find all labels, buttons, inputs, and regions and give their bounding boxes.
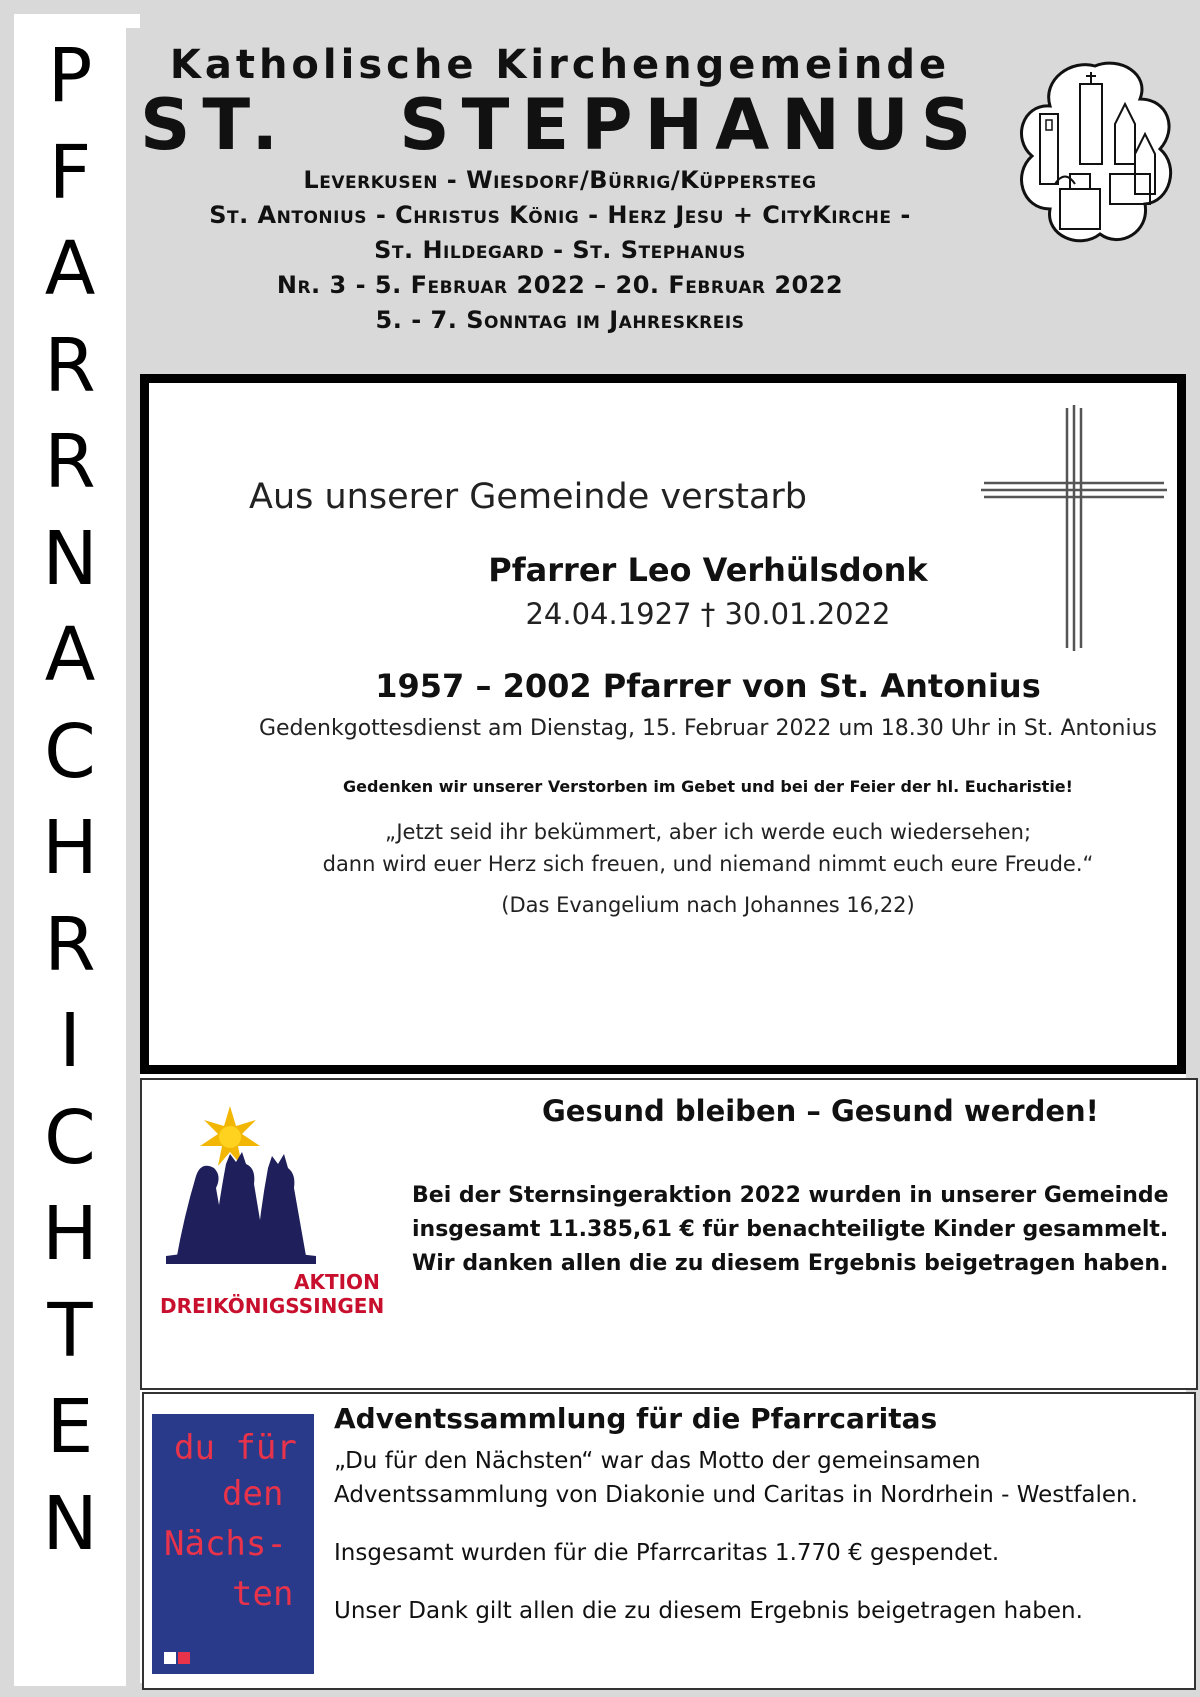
sternsinger-box	[140, 1078, 1198, 1390]
deceased-name: Pfarrer Leo Verhülsdonk	[488, 551, 928, 589]
sidebar-letter: A	[44, 612, 96, 698]
du-fuer-den-naechsten-poster	[152, 1414, 314, 1674]
logo-text-aktion: AKTION	[294, 1270, 380, 1294]
poster-text-4: ten	[232, 1574, 294, 1614]
sternsinger-line-3: Wir danken allen die zu diesem Ergebnis beigetragen haben.	[412, 1251, 1169, 1276]
parish-name: ST. STEPHANUS	[140, 84, 984, 166]
sidebar-letter: A	[44, 226, 96, 312]
life-dates: 24.04.1927 † 30.01.2022	[525, 597, 891, 631]
sidebar-letter: T	[47, 1287, 93, 1374]
location-line: Leverkusen - Wiesdorf/Bürrig/Küppersteg	[303, 166, 817, 194]
sternsinger-line-2: insgesamt 11.385,61 € für benachteiligte Kinder gesammelt.	[412, 1217, 1169, 1242]
poster-text-3: Nächs-	[164, 1524, 287, 1564]
remembrance-note: Gedenken wir unserer Verstorben im Gebet und bei der Feier der hl. Eucharistie!	[343, 777, 1073, 796]
caritas-box	[142, 1392, 1196, 1690]
caritas-mark-icon	[164, 1652, 176, 1664]
sidebar-letter: E	[46, 1384, 94, 1470]
obituary-intro: Aus unserer Gemeinde verstarb	[249, 477, 808, 517]
caritas-para-3: Unser Dank gilt allen die zu diesem Ergebnis beigetragen haben.	[334, 1598, 1083, 1624]
parish-logo	[1010, 54, 1180, 254]
sidebar-letter: I	[59, 998, 81, 1084]
sidebar-letter: C	[44, 1094, 96, 1181]
sternsinger-heading: Gesund bleiben – Gesund werden!	[542, 1094, 1099, 1128]
quote-line-2: dann wird euer Herz sich freuen, und niemand nimmt euch eure Freude.“	[322, 852, 1094, 876]
sternsinger-line-1: Bei der Sternsingeraktion 2022 wurden in unserer Gemeinde	[412, 1183, 1169, 1208]
sidebar-title	[14, 28, 140, 1686]
caritas-para-1a: „Du für den Nächsten“ war das Motto der gemeinsamen	[334, 1448, 981, 1474]
issue-line: Nr. 3 - 5. Februar 2022 – 20. Februar 2022	[276, 271, 844, 299]
logo-text-dreikoenigssingen: DREIKÖNIGSSINGEN	[160, 1294, 385, 1318]
sidebar-letter: N	[42, 1480, 98, 1567]
sidebar-letter: H	[42, 805, 98, 891]
poster-text-1: du für	[174, 1428, 297, 1468]
caritas-heading: Adventssammlung für die Pfarrcaritas	[334, 1402, 938, 1435]
churches-line-2: St. Hildegard - St. Stephanus	[374, 236, 746, 264]
tenure-line: 1957 – 2002 Pfarrer von St. Antonius	[375, 667, 1041, 705]
poster-text-2: den	[222, 1474, 284, 1514]
caritas-para-2: Insgesamt wurden für die Pfarrcaritas 1.770 € gespendet.	[334, 1540, 1000, 1566]
masthead	[140, 14, 1186, 374]
diakonie-mark-icon	[178, 1652, 190, 1664]
liturgical-line: 5. - 7. Sonntag im Jahreskreis	[375, 306, 745, 334]
parish-label: Katholische Kirchengemeinde	[169, 42, 951, 88]
sidebar-letter: C	[44, 708, 96, 795]
sidebar-letter: H	[42, 1191, 98, 1277]
sidebar-letter: P	[47, 33, 93, 119]
obituary-box	[140, 374, 1186, 1074]
sidebar-letter: R	[44, 322, 96, 409]
sidebar-letter: R	[44, 419, 96, 505]
churches-line-1: St. Antonius - Christus König - Herz Jesu + CityKirche -	[209, 201, 911, 229]
sidebar-letter: R	[44, 901, 96, 988]
sidebar-letter: F	[48, 129, 92, 216]
sidebar-letter: N	[42, 515, 98, 602]
quote-line-1: „Jetzt seid ihr bekümmert, aber ich werde euch wiedersehen;	[384, 820, 1032, 844]
quote-source: (Das Evangelium nach Johannes 16,22)	[501, 893, 915, 917]
memorial-service: Gedenkgottesdienst am Dienstag, 15. Februar 2022 um 18.30 Uhr in St. Antonius	[258, 716, 1158, 741]
caritas-para-1b: Adventssammlung von Diakonie und Caritas in Nordrhein - Westfalen.	[334, 1482, 1138, 1508]
